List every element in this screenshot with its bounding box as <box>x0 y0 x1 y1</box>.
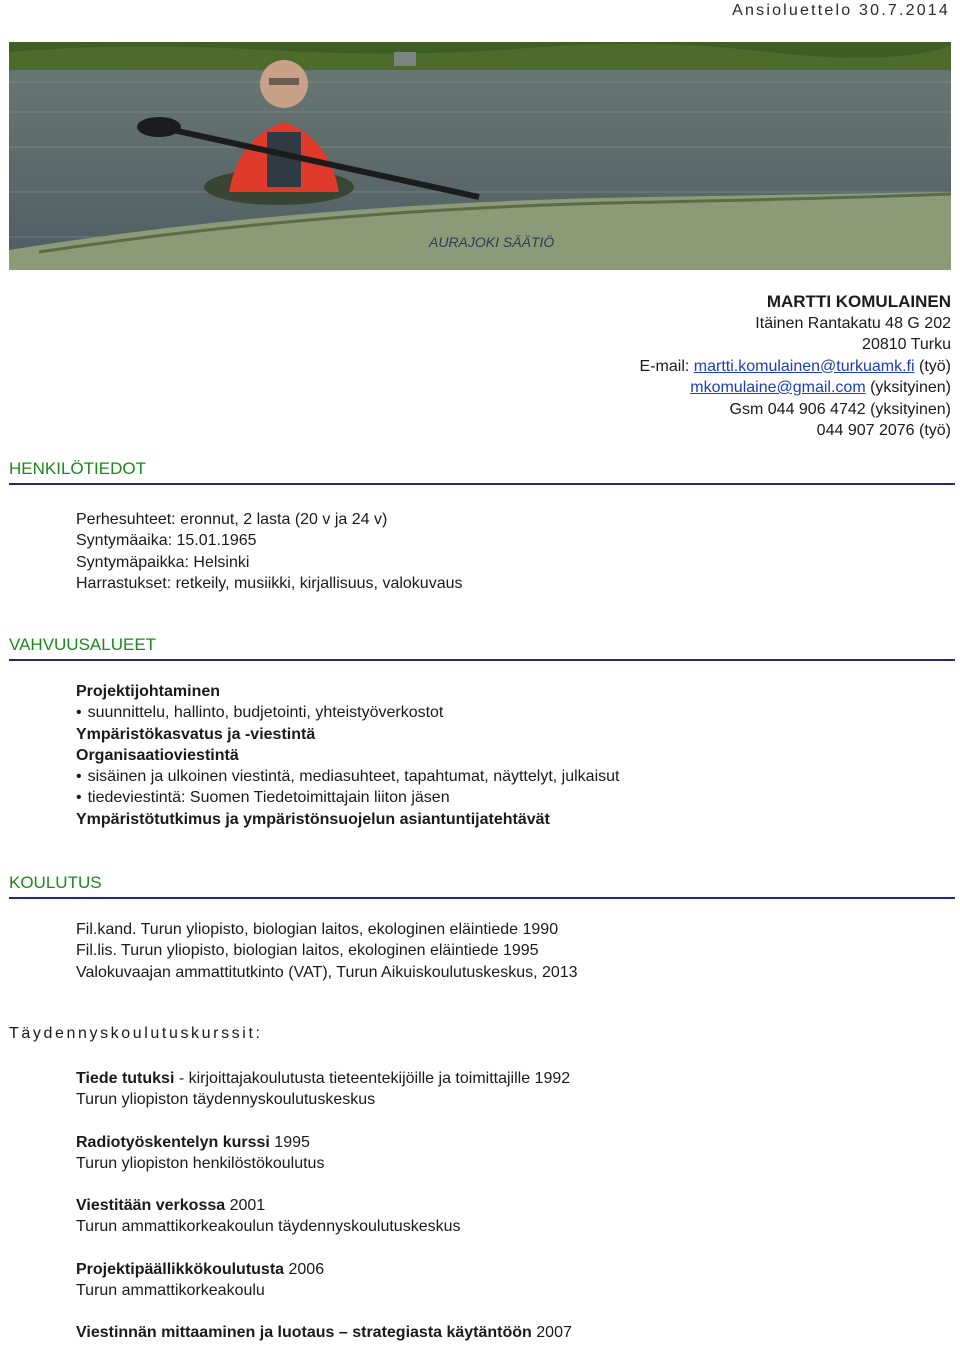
strength-item: Organisaatioviestintä <box>76 746 239 764</box>
personal-line-family: Perhesuhteet: eronnut, 2 lasta (20 v ja 24 v) <box>76 511 388 528</box>
course-detail: 2001 <box>225 1197 266 1215</box>
email-private-link[interactable]: mkomulaine@gmail.com <box>690 379 866 396</box>
course-item <box>76 1195 936 1238</box>
postal-line: 20810 Turku <box>862 336 951 353</box>
gsm-work-line: 044 907 2076 (työ) <box>816 422 951 439</box>
personal-line-birthdate: Syntymäaika: 15.01.1965 <box>76 532 257 550</box>
courses-heading: Täydennyskoulutuskurssit: <box>9 1025 263 1042</box>
course-title: Projektipäällikkökoulutusta <box>76 1260 285 1278</box>
course-org: Turun ammattikorkeakoulu <box>76 1282 265 1300</box>
course-item <box>76 1068 936 1111</box>
personal-line-hobbies: Harrastukset: retkeily, musiikki, kirjallisuus, valokuvaus <box>76 574 463 592</box>
course-detail: 2007 <box>531 1324 572 1342</box>
course-item <box>76 1132 936 1175</box>
strength-bullet: • suunnittelu, hallinto, budjetointi, yhteistyöverkostot <box>76 702 936 723</box>
course-title: Viestitään verkossa <box>76 1197 226 1215</box>
course-org: Turun ammattikorkeakoulun täydennyskoulutuskeskus <box>76 1218 461 1236</box>
course-org: Turun yliopiston täydennyskoulutuskeskus <box>76 1091 376 1109</box>
education-block <box>76 919 936 983</box>
kayak-photo <box>9 42 951 270</box>
address-line: Itäinen Rantakatu 48 G 202 <box>755 314 951 332</box>
personal-block <box>76 509 936 594</box>
course-detail: - kirjoittajakoulutusta tieteentekijöille ja toimittajille 1992 <box>174 1070 571 1087</box>
document-title: Ansioluettelo 30.7.2014 <box>732 2 950 19</box>
email-work-line <box>640 356 951 378</box>
kayak-label: AURAJOKI SÄÄTIÖ <box>429 234 555 250</box>
strength-bullet: • tiedeviestintä: Suomen Tiedetoimittajain liiton jäsen <box>76 787 936 808</box>
person-name: MARTTI KOMULAINEN <box>766 292 951 311</box>
education-line: Fil.kand. Turun yliopisto, biologian laitos, ekologinen eläintiede 1990 <box>76 921 559 938</box>
email-work-link[interactable]: martti.komulainen@turkuamk.fi <box>693 357 915 375</box>
course-org: Turun yliopiston henkilöstökoulutus <box>76 1154 325 1172</box>
strengths-block <box>76 681 936 830</box>
course-title: Tiede tutuksi <box>76 1070 175 1087</box>
contact-block <box>640 291 951 442</box>
course-title: Viestinnän mittaaminen ja luotaus – strategiasta käytäntöön <box>76 1324 532 1342</box>
strength-item: Ympäristötutkimus ja ympäristönsuojelun asiantuntijatehtävät <box>76 810 550 828</box>
course-detail: 1995 <box>269 1133 310 1151</box>
strength-item: Projektijohtaminen <box>76 683 221 700</box>
course-item <box>76 1259 936 1302</box>
email-work-suffix: (työ) <box>919 357 951 375</box>
education-heading: KOULUTUS <box>9 873 955 899</box>
education-line: Valokuvaajan ammattitutkinto (VAT), Turun Aikuiskoulutuskeskus, 2013 <box>76 963 578 981</box>
email-private-line <box>640 377 951 399</box>
course-title: Radiotyöskentelyn kurssi <box>76 1133 270 1151</box>
gsm-private-line: Gsm 044 906 4742 (yksityinen) <box>729 400 951 418</box>
personal-heading: HENKILÖTIEDOT <box>9 459 955 485</box>
personal-line-birthplace: Syntymäpaikka: Helsinki <box>76 553 250 571</box>
email-private-suffix: (yksityinen) <box>870 379 951 396</box>
course-item <box>76 1322 936 1343</box>
courses-block <box>76 1068 936 1365</box>
course-detail: 2006 <box>284 1260 325 1278</box>
strengths-heading: VAHVUUSALUEET <box>9 635 955 661</box>
email-label: E-mail: <box>639 357 690 375</box>
strength-item: Ympäristökasvatus ja -viestintä <box>76 725 316 743</box>
kayak-photo-illustration <box>9 42 951 270</box>
strength-bullet: • sisäinen ja ulkoinen viestintä, mediasuhteet, tapahtumat, näyttelyt, julkaisut <box>76 766 936 787</box>
education-line: Fil.lis. Turun yliopisto, biologian laitos, ekologinen eläintiede 1995 <box>76 942 539 960</box>
